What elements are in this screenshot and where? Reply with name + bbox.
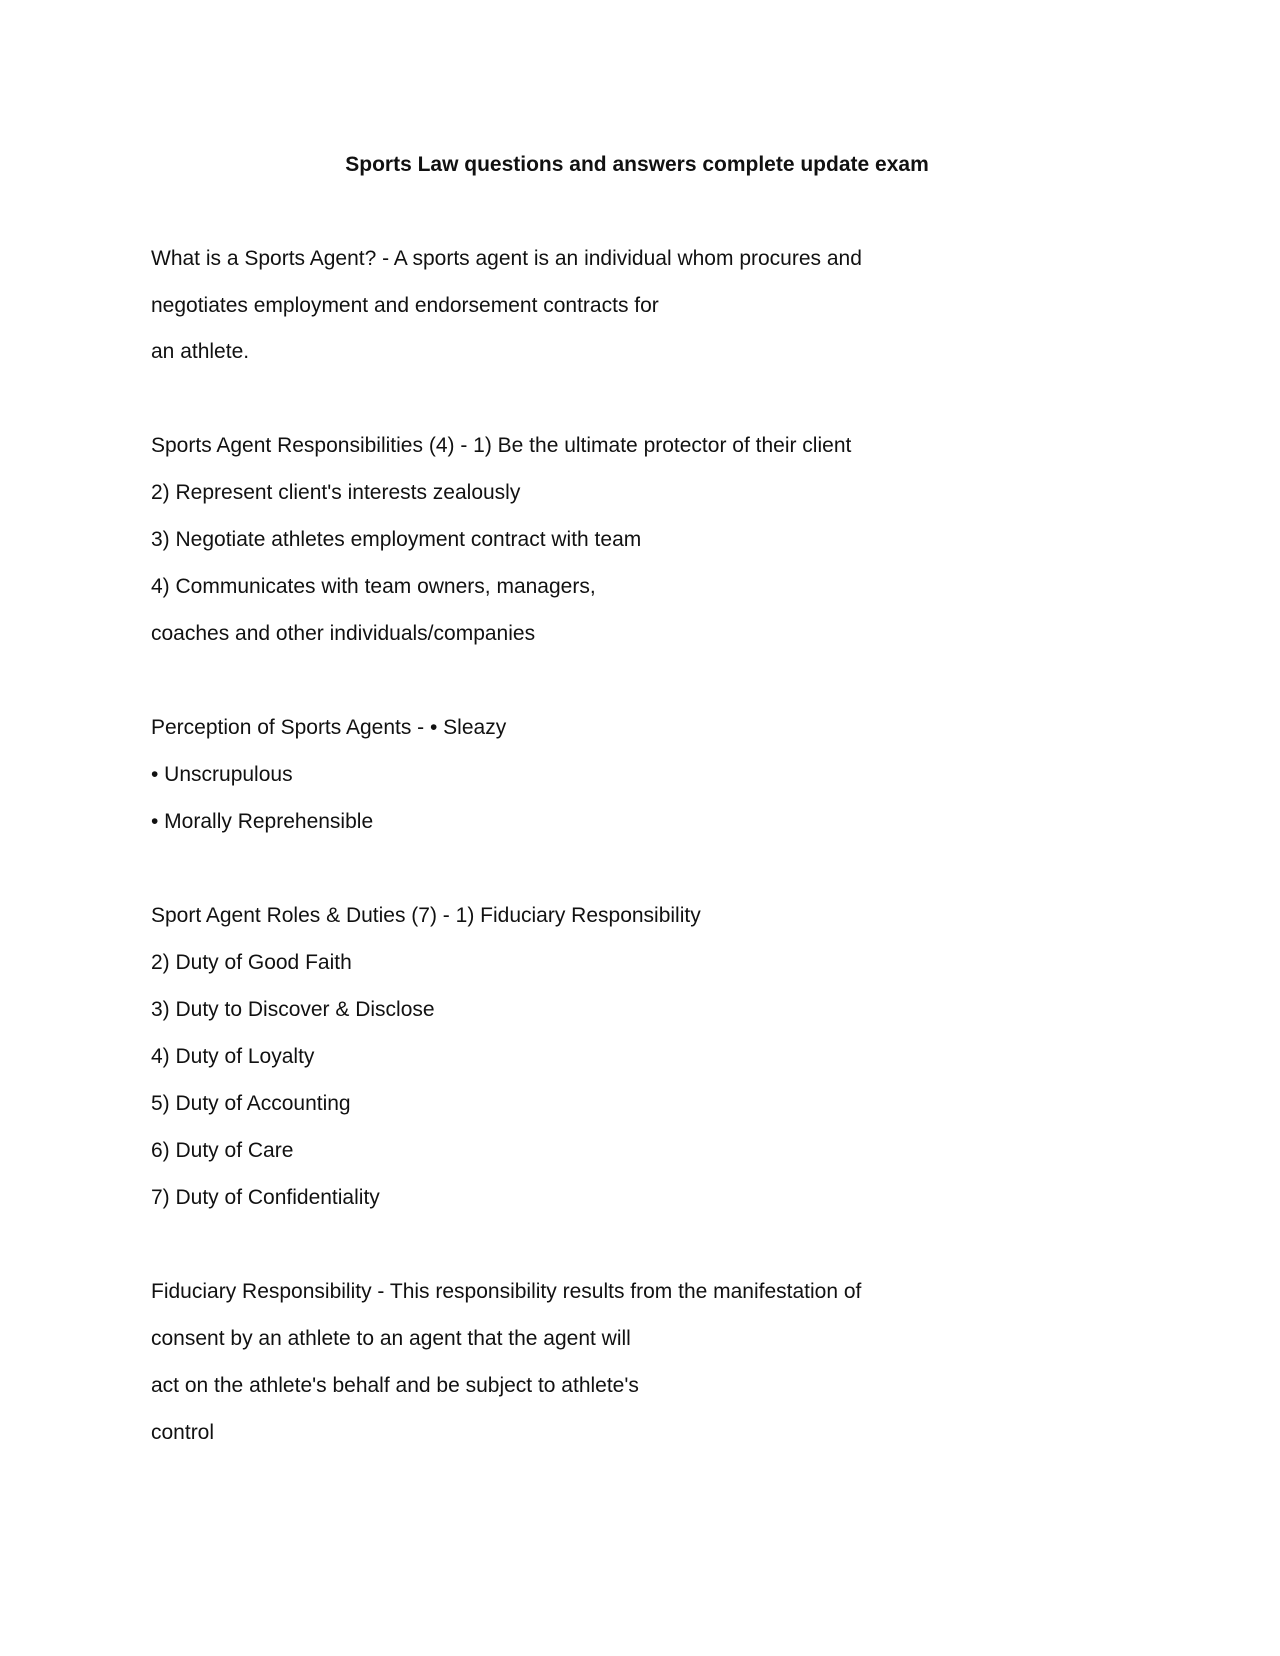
document-title-text: Sports Law questions and answers complete update exam	[345, 153, 929, 176]
text-line: • Unscrupulous	[151, 763, 293, 786]
text-line: • Morally Reprehensible	[151, 810, 374, 833]
text-line: 3) Negotiate athletes employment contract with team	[151, 528, 642, 551]
text-line: 3) Duty to Discover & Disclose	[151, 998, 435, 1021]
text-line: Perception of Sports Agents - • Sleazy	[151, 716, 507, 739]
text-line: 2) Duty of Good Faith	[151, 951, 352, 974]
document-title	[0, 151, 1280, 179]
text-line: an athlete.	[151, 340, 250, 363]
text-line: consent by an athlete to an agent that the agent will	[151, 1327, 631, 1350]
text-line: What is a Sports Agent? - A sports agent is an individual whom procures and	[151, 247, 862, 270]
text-line: 4) Duty of Loyalty	[151, 1045, 315, 1068]
text-line: negotiates employment and endorsement contracts for	[151, 294, 659, 317]
text-line: 2) Represent client's interests zealously	[151, 481, 521, 504]
text-line: coaches and other individuals/companies	[151, 622, 536, 645]
text-line: 4) Communicates with team owners, managers,	[151, 575, 596, 598]
text-line: 6) Duty of Care	[151, 1139, 294, 1162]
text-line: control	[151, 1421, 215, 1444]
text-line: 7) Duty of Confidentiality	[151, 1186, 380, 1209]
text-line: 5) Duty of Accounting	[151, 1092, 351, 1115]
text-line: Sports Agent Responsibilities (4) - 1) Be the ultimate protector of their client	[151, 434, 852, 457]
text-line: Fiduciary Responsibility - This responsibility results from the manifestation of	[151, 1280, 862, 1303]
text-line: act on the athlete's behalf and be subject to athlete's	[151, 1374, 639, 1397]
text-line: Sport Agent Roles & Duties (7) - 1) Fiduciary Responsibility	[151, 904, 701, 927]
